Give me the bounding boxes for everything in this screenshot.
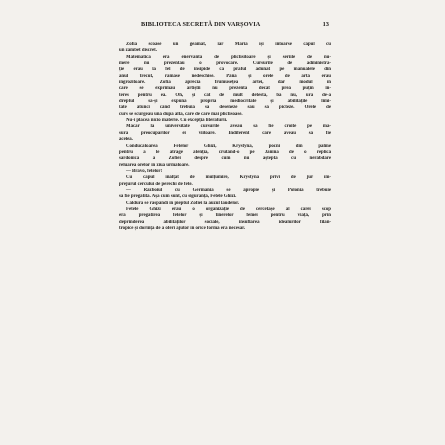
text-line: — Războiul cu Germania se apropie și Polonia trebuie: [126, 187, 331, 193]
text-line: care se exprimau artiștii nu prezenta decât prea puțin in-: [119, 86, 331, 92]
text-line: să fie pregătită. Așa cum sunt, cu siguranță, Fetele Ghizi.: [119, 194, 237, 200]
text-line: Măcar la universitate cursurile aveau să fie croite pe mă-: [126, 124, 331, 130]
text-line: un zâmbet discret.: [119, 48, 157, 54]
page-number: 13: [322, 21, 329, 28]
text-line: tate atunci când trebuia să deseneze sau să picteze. Orele de: [119, 105, 331, 111]
book-title: BIBLIOTECA SECRETĂ DIN VARȘOVIA: [141, 21, 261, 28]
text-line: Conducătoarea Fetelor Ghizi, Krystyna, pocni din palme: [126, 143, 331, 149]
running-header: [119, 21, 329, 33]
text-line: sura preocupărilor ei viitoare. Indiferent care aveau să fie: [119, 130, 331, 136]
text-line: ție erau la fel de insipide ca praful adunat pe manualele din: [119, 67, 331, 73]
text-line: Nu-i plăcea nicio materie. Cu excepția literaturii.: [126, 118, 228, 124]
text-line: acelea.: [119, 137, 133, 143]
text-line: deprinderea abilităților sociale, insuflarea idealurilor filan-: [119, 219, 331, 225]
text-line: sardonică a Zofiei despre cum nu aștepta cu nerăbdare: [119, 156, 331, 162]
text-line: Cu capul înălțat de mulțumire, Krystyna privi de jur îm-: [126, 175, 331, 181]
text-line: reluarea orelor în ziua următoare.: [119, 162, 190, 168]
text-line: Fetele Ghizi erau o organizație de cercetașe al cărei scop: [126, 206, 331, 212]
text-line: curs se scurgeau una după alta, care de care mai plictisoase.: [119, 111, 243, 117]
text-line: — Bravo, fetelor!: [126, 168, 163, 174]
text-line: anul trecut, rămase nedeschise. Până și orele de artă erau: [119, 73, 331, 79]
text-line: era pregătirea fetelor și tinerelor femei pentru viață, prin: [119, 213, 331, 219]
text-line: Matematica era enervantă de plictisitoare și seriile de nu-: [126, 54, 331, 60]
text-line: teres pentru ea. Oh, și cât de mult detesta, ba nu, ura de-a: [119, 92, 331, 98]
text-line: pentru a le atrage atenția, crutând-o pe Janina de o replică: [119, 149, 331, 155]
text-line: mere nu prezentau o provocare. Cursurile de administra-: [119, 61, 331, 67]
text-line: îngrozitoare. Zofia aprecia frumusețea artei, dar modul în: [119, 80, 331, 86]
text-line: Zofia scoase un geamăt, iar Maria își întoarse capul cu: [126, 42, 331, 47]
text-line: dreptul să-și expună propria mediocritate și abilitățile limi-: [119, 99, 331, 105]
text-line: tropice și dorința de a oferi ajutor în orice formă era necesar.: [119, 225, 246, 231]
text-line: prejurul cercului de perechi de fete.: [119, 181, 193, 187]
text-line: Căldura se răspândi în pieptul Zofiei la auzul laudelor.: [126, 200, 239, 206]
body-text: [119, 42, 331, 232]
